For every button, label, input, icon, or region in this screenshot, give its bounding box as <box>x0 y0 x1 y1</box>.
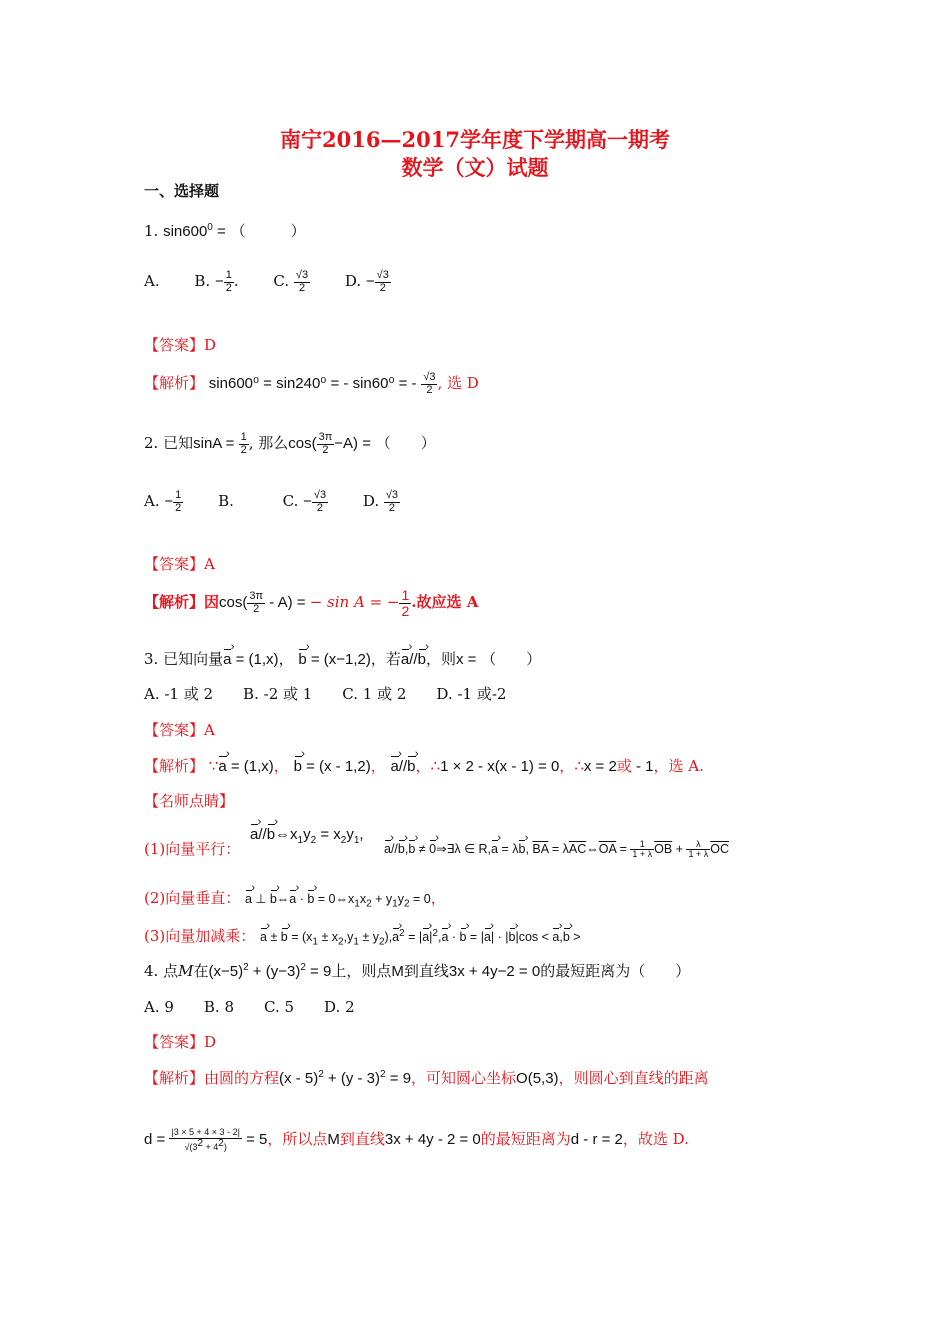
title-line-1: 南宁2016—2017学年度下学期高一期考 <box>280 127 670 152</box>
analysis-4: 【解析】由圆的方程(x - 5)$^2$ + (y - 3)$^2$ = 9，可知圆心坐标O(5,3)，则圆心到直线的距离 <box>144 1069 709 1087</box>
answer-2: 【答案】A <box>144 555 215 573</box>
question-2: 2. 已知sinA = $\frac{1}{2}$ , 那么cos( $\frac{3\pi}{2}$ −A) = （ ） <box>144 431 436 456</box>
teacher-note-heading: 【名师点睛】 <box>144 792 235 810</box>
answer-paren: （ ） <box>230 222 306 240</box>
option-d: D. <box>344 272 362 291</box>
answer-4: 【答案】D <box>144 1033 217 1051</box>
question-1 <box>144 220 306 241</box>
point-1: (1)向量平行： <box>144 840 241 858</box>
analysis-4-continued: d = $\frac{|3 \times 5 + 4 \times 3 - 2|}{√(3^2 + 4^2)}$ = 5，所以点M到直线3x + 4y - 2 = 0的最短距离为d - r = 2，故选 D. <box>144 1127 689 1152</box>
answer-3: 【答案】A <box>144 721 215 739</box>
option-a: A. <box>144 272 160 291</box>
answer-1: 【答案】D <box>144 336 217 354</box>
analysis-expression: sin600⁰ = sin240⁰ = - sin60⁰ = - <box>208 375 417 393</box>
question-1-options: A. B. − $\frac{1}{2}$ . C. $\frac{√3}{2}$ D. − $\frac{√3}{2}$ <box>144 269 389 294</box>
question-3-options: A. -1 或 2 B. -2 或 1 C. 1 或 2 D. -1 或-2 <box>144 685 507 703</box>
question-3: 3. 已知向量a › = (1,x)， b › = (x−1,2)，若a ›//b ›，则x = （ ） <box>144 648 541 669</box>
option-c: C. <box>273 272 290 291</box>
option-b: B. <box>194 272 211 291</box>
point-1-formula-a: a ›//b $›\Leftrightarrow x_1y_2 = x_2y_1$, <box>250 826 364 846</box>
question-4: 4. 点M在$(x-5)^2 + (y-3)^2 = 9$上，则点M到直线3x + 4y−2 = 0的最短距离为（ ） <box>144 962 691 980</box>
point-2: (2)向量垂直： a › ⊥ b ›⇔a › · b › = $0\Leftrightarrow x_1x_2 + y_1y_2 = 0$， <box>144 887 446 910</box>
math-expression: $\sin 600^0$ = <box>163 222 226 240</box>
section-heading: 一、选择题 <box>144 182 220 200</box>
question-number: 1. <box>144 222 159 240</box>
analysis-1: 【解析】 sin600⁰ = sin240⁰ = - sin60⁰ = - $\frac{√3}{2}$ , 选 D <box>144 371 479 396</box>
analysis-3: 【解析】 ∵a › = (1,x)， b › = (x - 1,2)， a ›//b ›，∴1 × 2 - x(x - 1) = 0，∴x = 2或 - 1，选 A. <box>144 755 704 776</box>
analysis-2: 【解析】因cos( $\frac{3\pi}{2}$ - A) = − sin A = − $\frac{1}{2}$ .故应选 A <box>144 587 479 619</box>
title-line-2: 数学（文）试题 <box>401 155 549 180</box>
point-1-formula-b: a ›//b ›,b › ≠ 0 ›⇒∃λ ∈ R,a › = λb ›, $\overline{BA}$ = $\lambda\overline{AC}\Leftrightarrow\overline{OA}$ = $\frac{1}{1 + \lambda}$ $\overline{OB}$ + $\frac{\lambda}{1 + \lambda}$ $\overline{OC}$ <box>384 840 729 860</box>
point-3: (3)向量加减乘： a › ± b › = $(x_1 \pm x_2,y_1 \pm y_2),a$ ›$^2$ = |a $›|^2,a$ › · b › = |a ›| · |b ›|cos < a ›,b › > <box>144 925 581 948</box>
question-4-options: A. 9 B. 8 C. 5 D. 2 <box>144 998 355 1016</box>
question-2-options: A. − $\frac{1}{2}$ B. C. − $\frac{√3}{2}$ D. $\frac{√3}{2}$ <box>144 489 399 514</box>
